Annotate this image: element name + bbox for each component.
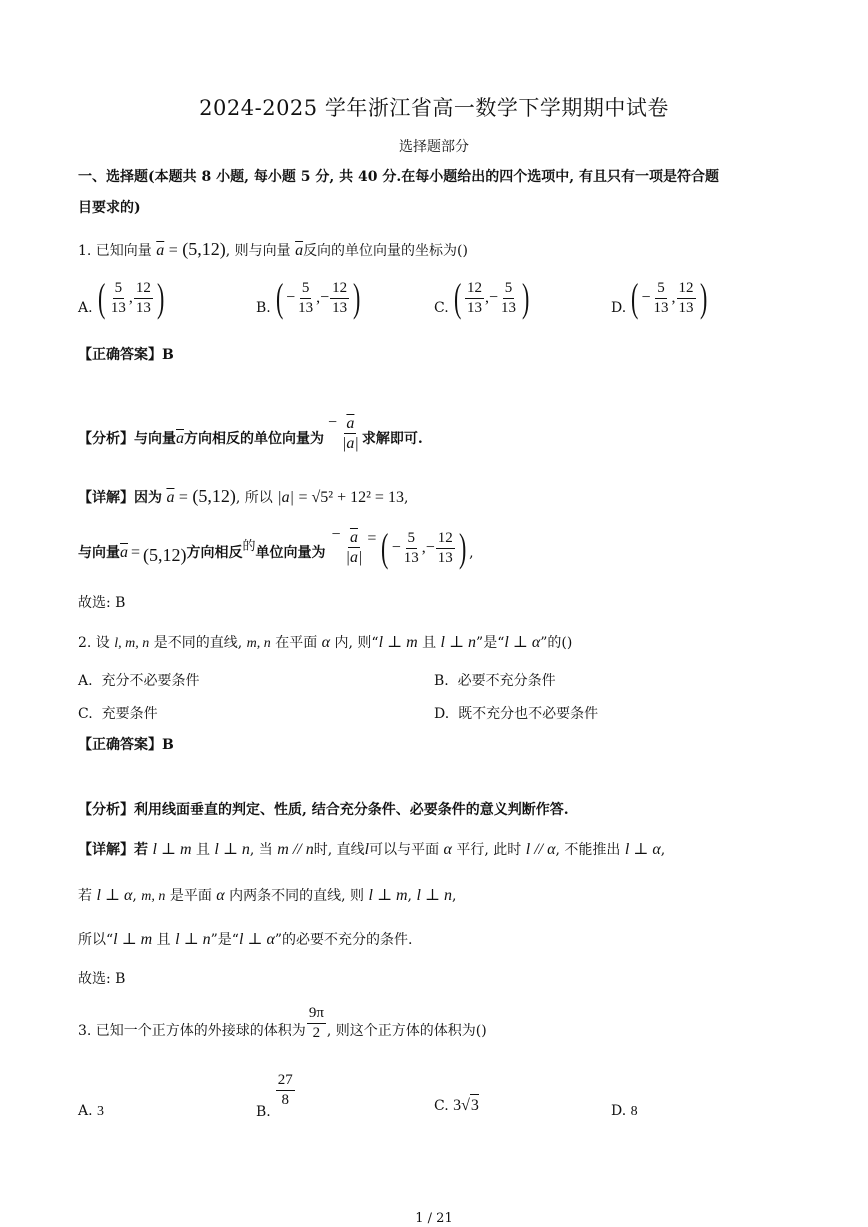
detail-text: 若	[78, 888, 92, 904]
equals-sign: =	[178, 489, 188, 506]
fraction-numerator: 12	[436, 530, 455, 549]
option-label: A.	[78, 673, 93, 689]
q3-option-c	[434, 1094, 479, 1117]
unit-vector-fraction	[340, 415, 361, 452]
fraction-denominator: 13	[678, 299, 694, 316]
fraction-denominator: 13	[135, 299, 151, 316]
punctuation: ,	[132, 888, 137, 904]
fraction-denominator: 13	[298, 299, 314, 316]
option-label: B.	[256, 300, 271, 316]
analysis-label: 【分析】与向量	[78, 431, 176, 447]
detail-text-2: 方向相反	[186, 545, 243, 561]
coordinate-fraction	[296, 280, 315, 317]
vector-a: $\overline{a}$	[176, 430, 184, 447]
detail-text: 与向量	[78, 545, 120, 561]
fraction-numerator: $\overline{a}$	[346, 415, 355, 432]
q3-option-b	[256, 1072, 296, 1125]
condition-l-perp-alpha: l ⊥ α	[504, 634, 541, 651]
lines-lmn: l, m, n	[114, 636, 150, 651]
coordinate-fraction	[465, 280, 484, 317]
condition-l-perp-m: l ⊥ m	[368, 887, 408, 904]
coordinate-fraction	[109, 280, 128, 317]
unit-vector-fraction	[344, 529, 365, 566]
analysis-text: 方向相反的单位向量为	[184, 431, 324, 447]
l-parallel-alpha: l // α	[525, 841, 556, 858]
fraction-numerator: 5	[406, 530, 418, 549]
fraction-denominator: 13	[501, 299, 517, 316]
minus-sign: −	[489, 289, 499, 306]
plane-alpha: α	[321, 634, 331, 651]
option-label: D.	[611, 300, 627, 316]
q3-option-d	[611, 1100, 638, 1123]
condition-l-perp-alpha: l ⊥ α	[624, 841, 661, 858]
vector-a: $\overline{a}$	[156, 242, 165, 259]
condition-l-perp-alpha: l ⊥ α	[96, 887, 133, 904]
detail-text-3: 的	[242, 539, 256, 554]
punctuation: ,	[451, 888, 457, 904]
option-value: 8	[630, 1104, 638, 1119]
condition-l-perp-alpha: l ⊥ α	[238, 931, 275, 948]
minus-sign: −	[320, 289, 330, 306]
q1-option-a	[78, 275, 167, 320]
minus-sign: −	[425, 539, 435, 556]
detail-text-2: 时, 直线	[313, 842, 365, 858]
right-paren: )	[156, 275, 165, 320]
fraction-denominator: 13	[403, 549, 419, 566]
detail-text-2: ”是“	[210, 932, 239, 948]
and-text: 且	[195, 842, 210, 858]
plane-alpha: α	[216, 887, 225, 904]
option-label: A.	[78, 300, 93, 316]
fraction-denominator: 2	[312, 1025, 321, 1041]
punctuation: ,	[403, 490, 409, 506]
fraction-denominator: 8	[281, 1092, 289, 1108]
comma: ,	[316, 289, 321, 306]
unit-vector-result	[378, 525, 469, 570]
q1-choose: 故选: B	[78, 595, 126, 611]
option-label: D.	[611, 1103, 627, 1119]
q3-stem-text: 3. 已知一个正方体的外接球的体积为	[78, 1023, 306, 1039]
detail-text-3: 可以与平面	[369, 842, 440, 858]
page-number: 1 / 21	[415, 1211, 453, 1226]
punctuation: ,	[407, 888, 412, 904]
right-paren: )	[458, 525, 467, 570]
fraction-numerator: 12	[134, 280, 153, 299]
comma: ,	[128, 289, 133, 306]
detail-text-3: ”的必要不充分的条件.	[274, 932, 413, 948]
q3-option-a	[78, 1100, 104, 1123]
vector-value: (5,12)	[143, 545, 187, 565]
q1-stem-text-3: 反向的单位向量的坐标为()	[303, 243, 468, 259]
m-parallel-n: m // n	[277, 841, 314, 858]
q1-answer: 【正确答案】B	[78, 347, 174, 363]
q2-choose: 故选: B	[78, 971, 126, 987]
vector-a: $\overline{a}$	[295, 242, 304, 259]
question-2-stem	[78, 632, 572, 655]
q2-detail-line-2	[78, 885, 456, 908]
left-paren: (	[381, 525, 389, 570]
detail-label: 【详解】若	[78, 842, 148, 858]
vector-a: $\overline{a}$	[120, 544, 128, 561]
page-title: 2024-2025 学年浙江省高一数学下学期期中试卷	[199, 96, 669, 120]
condition-l-perp-n: l ⊥ n	[175, 931, 211, 948]
coordinate-fraction	[677, 280, 696, 317]
minus-sign: −	[391, 539, 401, 556]
detail-text-3: 内两条不同的直线, 则	[229, 888, 365, 904]
page-subtitle: 选择题部分	[399, 139, 469, 155]
comma: ,	[421, 539, 426, 556]
coordinate-fraction	[330, 280, 349, 317]
q1-stem-text-2: , 则与向量	[225, 243, 291, 259]
q1-detail-line-2	[78, 524, 474, 568]
q2-stem-text-3: 在平面	[275, 635, 318, 651]
option-fraction	[276, 1072, 295, 1109]
option-label: C.	[434, 300, 449, 316]
equals-sign: =	[131, 544, 141, 561]
fraction-denominator: 13	[332, 299, 348, 316]
q2-detail-line-1	[78, 839, 665, 861]
fraction-denominator: |a|	[345, 549, 363, 566]
coordinate-fraction	[652, 280, 671, 317]
condition-l-perp-m: l ⊥ m	[378, 634, 418, 651]
q2-stem-text-5: ”是“	[476, 635, 505, 651]
right-paren: )	[699, 275, 707, 320]
q1-detail-line-1	[78, 485, 408, 509]
q2-answer: 【正确答案】B	[78, 737, 174, 753]
q1-option-c	[434, 275, 532, 320]
minus-sign: −	[331, 526, 341, 543]
vector-a: $\overline{a}$	[166, 489, 175, 506]
section-header: 一、选择题(本题共 8 小题, 每小题 5 分, 共 40 分.在每小题给出的四个选项中, 有且只有一项是符合题	[78, 169, 719, 185]
section-header-continued: 目要求的)	[78, 200, 141, 216]
left-paren: (	[275, 275, 284, 320]
minus-sign: −	[286, 289, 296, 306]
option-label: D.	[434, 706, 450, 722]
q3-stem-text-2: , 则这个正方体的体积为()	[326, 1023, 487, 1039]
fraction-denominator: |a|	[342, 435, 359, 452]
fraction-numerator: 12	[465, 280, 484, 299]
option-text: 充分不必要条件	[101, 673, 200, 689]
condition-l-perp-m: l ⊥ m	[113, 931, 153, 948]
equals-sign: =	[367, 530, 377, 547]
q2-stem-text-6: ”的()	[540, 635, 573, 651]
condition-l-perp-n: l ⊥ n	[416, 887, 452, 904]
detail-text-2: 是平面	[169, 888, 212, 904]
comma: ,	[485, 289, 489, 306]
q2-analysis: 【分析】利用线面垂直的判定、性质, 结合充分条件、必要条件的意义判断作答.	[78, 802, 569, 818]
comma: ,	[671, 289, 676, 306]
sphere-volume-fraction	[307, 1005, 326, 1042]
detail-text: , 当	[249, 842, 273, 858]
right-paren: )	[522, 275, 530, 320]
left-paren: (	[97, 275, 105, 320]
fraction-numerator: 5	[300, 280, 312, 299]
option-text: 充要条件	[101, 706, 158, 722]
q1-analysis	[78, 412, 423, 452]
option-value: 3	[97, 1104, 105, 1119]
magnitude-computation: = √5² + 12² = 13	[298, 489, 404, 506]
lines-mn: m, n	[246, 636, 271, 651]
detail-text: , 所以	[235, 490, 273, 506]
equals-sign: =	[168, 242, 178, 259]
q1-option-d	[611, 275, 710, 320]
condition-l-perp-m: l ⊥ m	[152, 841, 192, 858]
q2-option-a	[78, 670, 199, 692]
option-label: B.	[256, 1104, 271, 1120]
fraction-numerator: 5	[113, 280, 125, 299]
and-text: 且	[422, 635, 437, 651]
q2-option-b	[434, 670, 556, 692]
fraction-numerator: $\overline{a}$	[349, 529, 358, 546]
fraction-denominator: 13	[467, 299, 482, 316]
question-3-stem	[78, 1005, 487, 1044]
option-label: C.	[78, 706, 93, 722]
q2-stem-text: 2. 设	[78, 635, 110, 651]
and-text: 且	[156, 932, 171, 948]
q1-stem-text: 1. 已知向量	[78, 243, 152, 259]
q2-option-d	[434, 703, 598, 725]
option-radicand: 3	[470, 1094, 479, 1117]
coordinate-fraction	[499, 280, 518, 317]
detail-text-4: 平行, 此时	[456, 842, 522, 858]
line-l: l	[364, 841, 370, 858]
coordinate-fraction	[436, 530, 455, 567]
minus-sign: −	[328, 414, 338, 431]
option-text: 必要不充分条件	[457, 673, 556, 689]
option-label: B.	[434, 673, 449, 689]
q2-option-c	[78, 703, 158, 725]
fraction-numerator: 27	[276, 1072, 295, 1091]
fraction-numerator: 5	[503, 280, 515, 299]
detail-text-5: , 不能推出	[555, 842, 621, 858]
plane-alpha: α	[443, 841, 452, 858]
option-label: C.	[434, 1098, 449, 1114]
q2-detail-line-3	[78, 929, 412, 951]
condition-l-perp-n: l ⊥ n	[214, 841, 250, 858]
punctuation: ,	[469, 545, 474, 561]
option-text: 既不充分也不必要条件	[458, 706, 599, 722]
punctuation: ,	[660, 842, 666, 858]
fraction-numerator: 12	[330, 280, 349, 299]
question-1-stem	[78, 238, 468, 262]
lines-mn: m, n	[141, 889, 166, 904]
condition-l-perp-n: l ⊥ n	[440, 634, 477, 651]
vector-magnitude: |a|	[277, 489, 295, 506]
option-label: A.	[78, 1103, 93, 1119]
vector-value: (5,12)	[192, 486, 236, 506]
minus-sign: −	[641, 289, 651, 306]
fraction-denominator: 13	[437, 549, 453, 566]
coordinate-fraction	[134, 280, 153, 317]
fraction-denominator: 13	[653, 299, 669, 316]
vector-value: (5,12)	[182, 239, 226, 259]
detail-label: 【详解】因为	[78, 490, 162, 506]
coordinate-fraction	[402, 530, 421, 567]
detail-text: 所以“	[78, 932, 114, 948]
fraction-numerator: 12	[677, 280, 696, 299]
radical-sign: √	[461, 1097, 470, 1114]
fraction-denominator: 13	[110, 299, 126, 316]
q2-stem-text-2: 是不同的直线,	[153, 635, 243, 651]
q1-option-b	[256, 275, 363, 320]
q2-stem-text-4: 内, 则“	[334, 635, 379, 651]
left-paren: (	[453, 275, 462, 320]
fraction-numerator: 9π	[307, 1005, 326, 1024]
right-paren: )	[353, 275, 361, 320]
detail-text-4: 单位向量为	[255, 545, 326, 561]
option-coefficient: 3	[453, 1097, 462, 1114]
fraction-numerator: 5	[655, 280, 667, 299]
analysis-text-2: 求解即可.	[361, 431, 423, 447]
left-paren: (	[631, 275, 639, 320]
